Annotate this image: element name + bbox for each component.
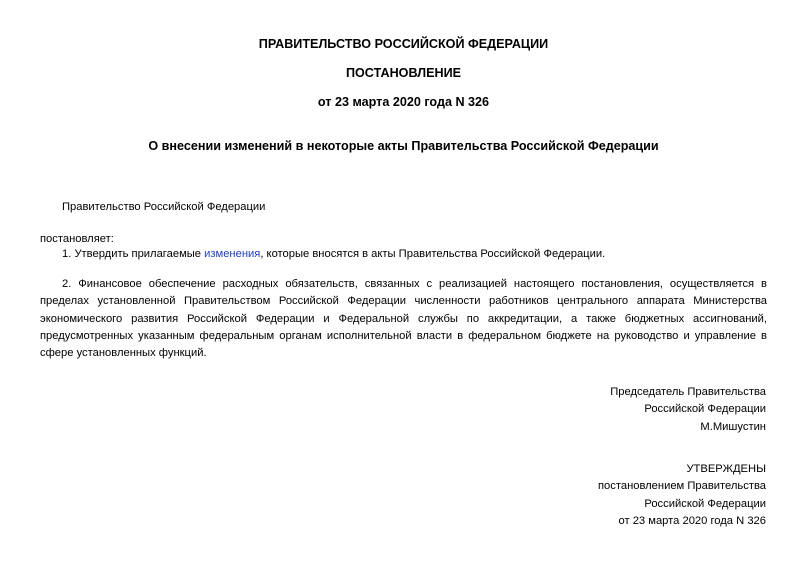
- item-1-paragraph: [62, 247, 605, 261]
- approval-line-3: от 23 марта 2020 года N 326: [618, 514, 766, 527]
- approval-block: [598, 461, 766, 530]
- government-heading: ПРАВИТЕЛЬСТВО РОССИЙСКОЙ ФЕДЕРАЦИИ: [258, 37, 549, 51]
- signature-name: М.Мишустин: [700, 420, 766, 433]
- approval-line-2: Российской Федерации: [644, 497, 766, 510]
- approval-title: УТВЕРЖДЕНЫ: [686, 463, 766, 475]
- resolves-text: постановляет:: [40, 233, 114, 245]
- approval-line-1: постановлением Правительства: [597, 480, 766, 493]
- item-1-prefix: 1. Утвердить прилагаемые: [62, 248, 205, 260]
- item-2-paragraph: 2. Финансовое обеспечение расходных обязательств, связанных с реализацией настоящего постановления, осуществляется в пределах установленной Правительством Российской Федерации численности работников центрального аппарата Министерства экономического развития Российской Федерации и Федеральной службы по аккредитации, а также бюджетных ассигнований, предусмотренных указанным федеральным органам исполнительной власти в федеральном бюджете на руководство и управление в сфере установленных функций.: [40, 278, 767, 360]
- document-subject-title: О внесении изменений в некоторые акты Правительства Российской Федерации: [148, 139, 659, 153]
- signature-block: [610, 384, 766, 436]
- issuer-text: Правительство Российской Федерации: [62, 201, 266, 213]
- changes-link[interactable]: изменения: [204, 248, 261, 260]
- signature-position-line-2: Российской Федерации: [644, 403, 766, 416]
- signature-position-line-1: Председатель Правительства: [610, 386, 766, 398]
- item-1-suffix: , которые вносятся в акты Правительства Российской Федерации.: [260, 248, 606, 260]
- document-date-number: от 23 марта 2020 года N 326: [317, 95, 490, 109]
- document-type-heading: ПОСТАНОВЛЕНИЕ: [345, 66, 462, 80]
